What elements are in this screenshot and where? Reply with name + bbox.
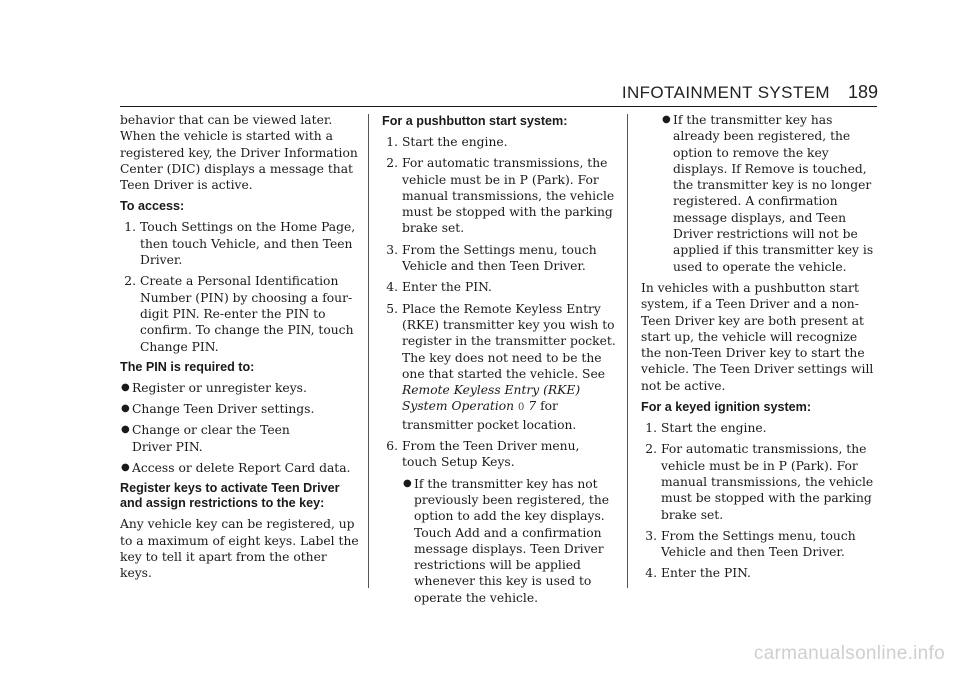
page-reference-icon: 0	[518, 402, 525, 414]
step-number: 1.	[124, 220, 136, 235]
step-number: 2.	[124, 274, 136, 289]
list-item	[641, 565, 877, 581]
list-item	[402, 476, 616, 606]
bullet-text: Change Teen Driver settings.	[132, 402, 315, 417]
list-item	[382, 301, 616, 433]
step-number: 3.	[386, 242, 398, 257]
bullet-text: If the transmitter key has already been registered, the option to remove the key displays. If Remove is touched, the transmitter key is no longer registered. A confirmation message displays, and Teen Driver restrictions will not be applied if this transmitter key is used to operate the vehicle.	[673, 113, 874, 274]
column-divider	[627, 114, 628, 588]
page-reference[interactable]: 7	[528, 399, 537, 414]
column-left	[120, 112, 360, 588]
step-number: 5.	[386, 301, 398, 316]
bullet-text: Register or unregister keys.	[132, 380, 307, 395]
bullet-text: Change or clear the Teen Driver PIN.	[132, 423, 290, 454]
step-text: For automatic transmissions, the vehicle must be in P (Park). For manual transmissions, the vehicle must be stopped with the parking brake set.	[402, 156, 615, 236]
list-item	[641, 441, 877, 522]
list-item	[120, 401, 360, 417]
list-item	[661, 112, 877, 275]
column-middle	[382, 112, 616, 611]
step-text: Start the engine.	[402, 135, 508, 149]
list-item	[382, 242, 616, 275]
pushbutton-paragraph: In vehicles with a pushbutton start system, if a Teen Driver and a non-Teen Driver key are both present at start up, the vehicle will recognize the non-Teen Driver key to start the vehicle. The Teen Driver settings will not be active.	[641, 280, 874, 393]
list-item	[382, 134, 616, 150]
header-divider	[120, 106, 877, 107]
step-text: Enter the PIN.	[402, 280, 492, 295]
step-text: From the Settings menu, touch Vehicle and then Teen Driver.	[661, 528, 856, 560]
step-text: Start the engine.	[661, 421, 767, 436]
bullet-text: Access or delete Report Card data.	[132, 461, 351, 476]
step-text: From the Settings menu, touch Vehicle and then Teen Driver.	[402, 242, 597, 274]
step-text: Enter the PIN.	[661, 566, 751, 581]
list-item	[120, 422, 310, 455]
keyed-heading: For a keyed ignition system:	[641, 400, 812, 415]
bullet-icon: ●	[121, 424, 130, 436]
cross-reference-link[interactable]: Remote Keyless Entry (RKE) System Operation	[402, 383, 581, 414]
step-number: 3.	[645, 528, 657, 543]
list-item	[382, 155, 616, 236]
bullet-text: If the transmitter key has not previously been registered, the option to add the key displays. Touch Add and a confirmation message displays. Teen Driver restrictions will be applied whenever this key is used to operate the vehicle.	[414, 476, 610, 605]
bullet-icon: ●	[121, 462, 130, 474]
step-text: For automatic transmissions, the vehicle must be in P (Park). For manual transmissions, the vehicle must be stopped with the parking brake set.	[661, 442, 874, 522]
access-heading: To access:	[120, 199, 185, 214]
list-item	[120, 219, 360, 268]
step-text: Place the Remote Keyless Entry (RKE) transmitter key you wish to register in the transmitter pocket. The key does not need to be the one that started the vehicle. See	[402, 301, 616, 381]
bullet-icon: ●	[121, 403, 130, 415]
bullet-icon: ●	[121, 381, 130, 393]
page-number: 189	[847, 82, 878, 102]
step-text: Create a Personal Identification Number (PIN) by choosing a four-digit PIN. Re-enter the PIN to confirm. To change the PIN, touch Change PIN.	[140, 274, 354, 354]
register-paragraph: Any vehicle key can be registered, up to a maximum of eight keys. Label the key to tell it apart from the other keys.	[120, 517, 359, 581]
list-item	[641, 420, 877, 436]
step-number: 4.	[386, 280, 398, 295]
step-number: 1.	[645, 421, 657, 436]
pin-heading: The PIN is required to:	[120, 359, 255, 374]
list-item	[120, 380, 360, 396]
section-title: INFOTAINMENT SYSTEM	[621, 83, 830, 102]
step-number: 1.	[386, 135, 398, 149]
intro-paragraph: behavior that can be viewed later. When the vehicle is started with a registered key, the Driver Information Center (DIC) displays a message that Teen Driver is active.	[120, 113, 358, 193]
list-item	[120, 273, 360, 354]
list-item	[120, 460, 360, 476]
register-heading: Register keys to activate Teen Driver and assign restrictions to the key:	[120, 481, 340, 511]
step-number: 2.	[386, 156, 398, 171]
watermark: carmanualsonline.info	[753, 643, 945, 664]
list-item	[382, 279, 616, 295]
column-divider	[368, 114, 369, 588]
list-item	[382, 438, 616, 471]
step-text: Touch Settings on the Home Page, then touch Vehicle, and then Teen Driver.	[140, 220, 356, 268]
step-text: From the Teen Driver menu, touch Setup Keys.	[402, 439, 580, 470]
column-right	[641, 112, 877, 587]
bullet-icon: ●	[403, 477, 412, 489]
bullet-icon: ●	[662, 114, 671, 125]
step-number: 2.	[645, 442, 657, 457]
step-number: 6.	[386, 439, 398, 454]
pushbutton-heading: For a pushbutton start system:	[382, 114, 568, 128]
step-text-continued: for transmitter pocket location.	[402, 399, 577, 432]
list-item	[641, 528, 877, 561]
step-number: 4.	[645, 566, 657, 581]
